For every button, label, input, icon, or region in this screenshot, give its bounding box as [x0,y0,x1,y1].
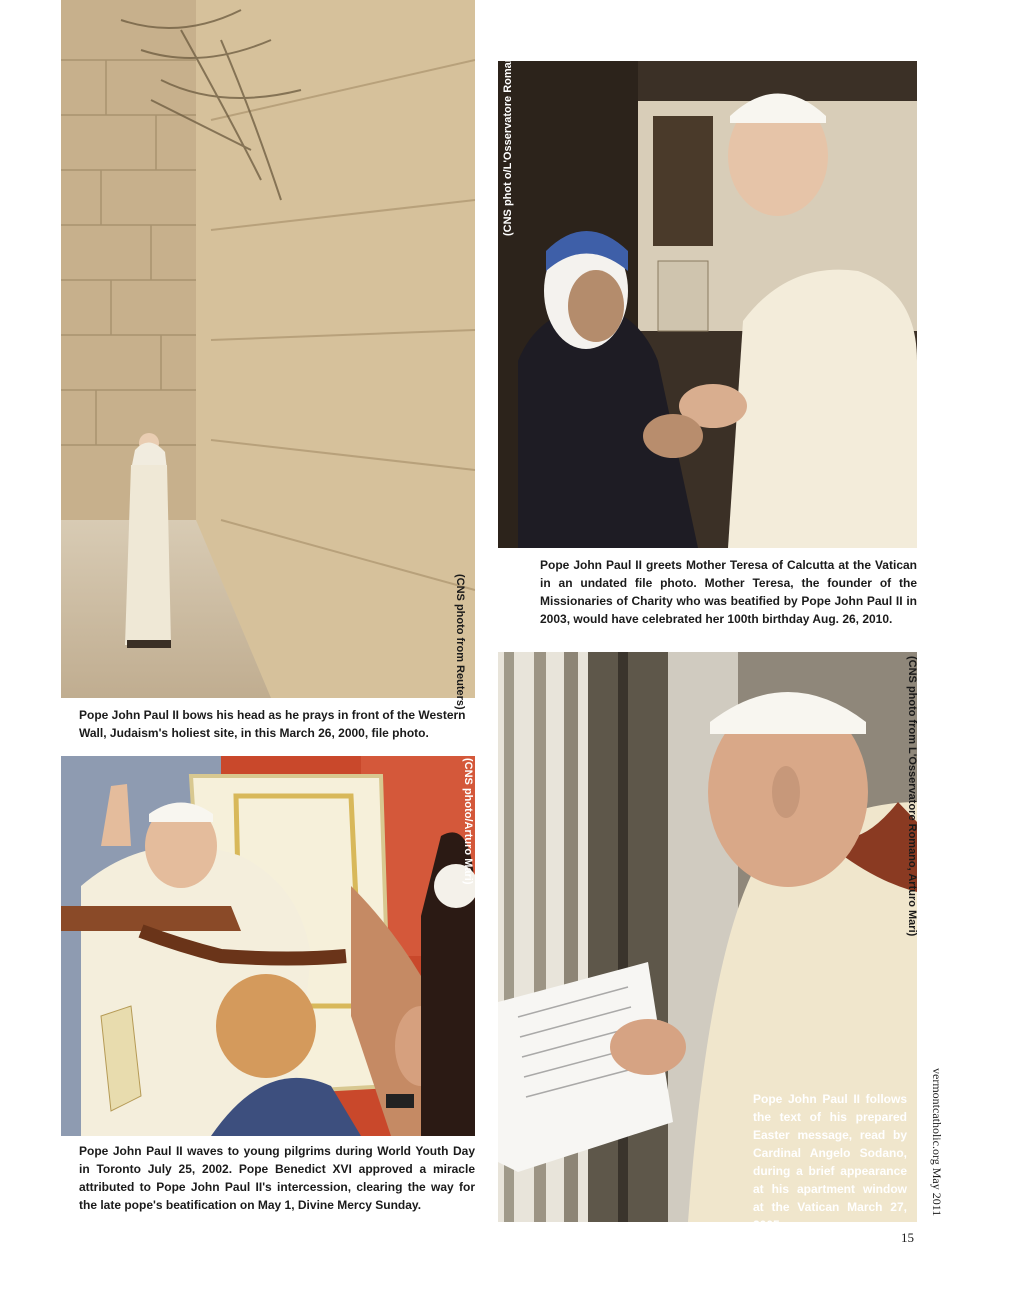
page-number: 15 [901,1230,914,1245]
mother-teresa-photo [498,61,917,548]
western-wall-caption: Pope John Paul II bows his head as he prays in front of the Western Wall, Judaism's holiest site, in this March 26, 2000, file photo. [79,708,466,740]
easter-window-photo-credit: (CNS photo from L'Osservatore Romano, Arturo Mari) [906,656,918,937]
world-youth-day-photo-credit: (CNS photo/Arturo Mari) [462,758,474,885]
site-and-date: vermontcatholic.org May 2011 [930,1068,944,1217]
western-wall-photo-credit: (CNS photo from Reuters) [454,574,466,710]
world-youth-day-caption: Pope John Paul II waves to young pilgrims during World Youth Day in Toronto July 25, 2002. Pope Benedict XVI approved a miracle attributed to Pope John Paul II's intercession, clearing the way for the late pope's beatification on May 1, Divine Mercy Sunday. [79,1144,475,1212]
world-youth-day-photo [61,756,475,1136]
easter-window-caption: Pope John Paul II follows the text of his prepared Easter message, read by Cardinal Angelo Sodano, during a brief appearance at his apartment window at the Vatican March 27, 2005. [753,1092,907,1232]
mother-teresa-photo-credit: (CNS phot o/L'Osservatore Romano) [502,45,514,236]
mother-teresa-caption: Pope John Paul II greets Mother Teresa of Calcutta at the Vatican in an undated file photo. Mother Teresa, the founder of the Missionaries of Charity who was beatified by Pope John Paul II in 2003, would have celebrated her 100th birthday Aug. 26, 2010. [540,558,917,626]
western-wall-photo [61,0,475,698]
